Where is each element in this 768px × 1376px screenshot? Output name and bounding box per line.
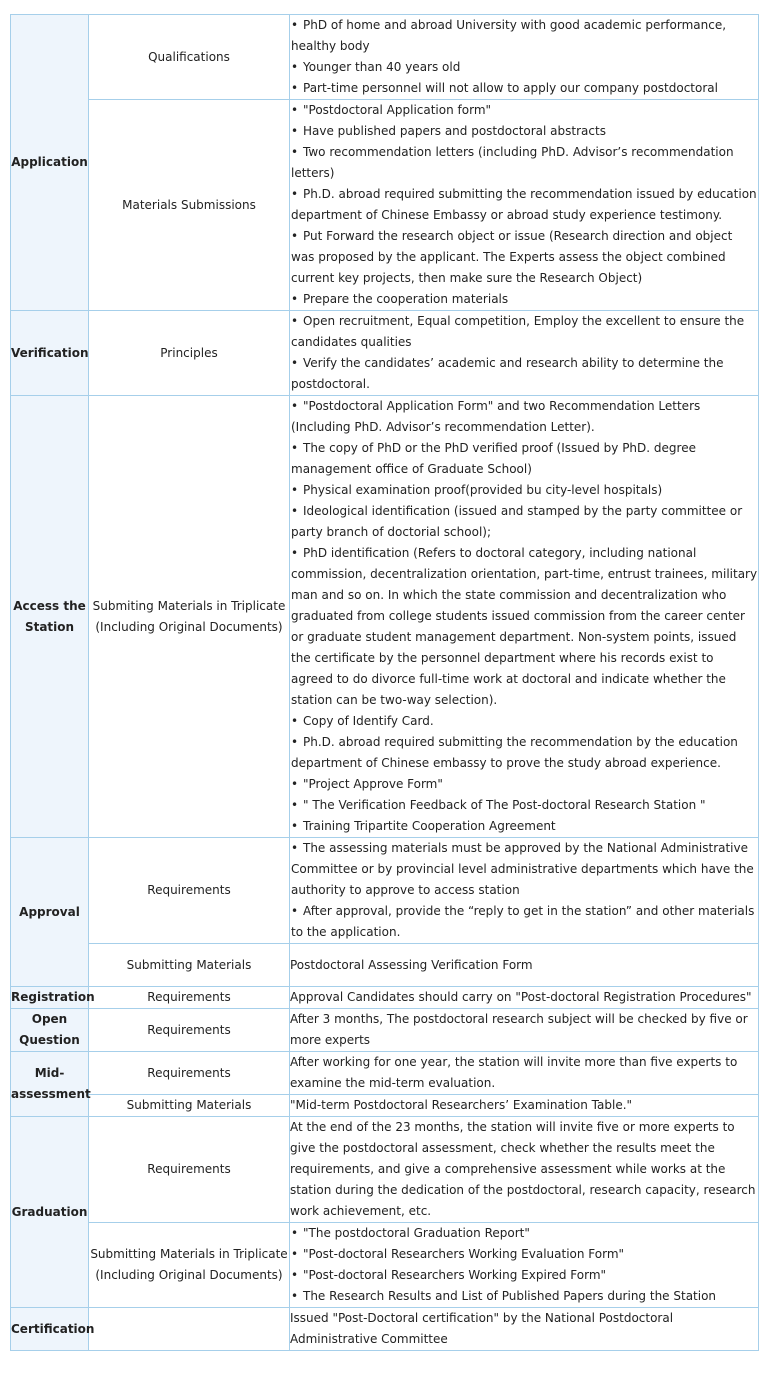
table-row [11,987,759,1009]
bullet-icon: • [291,60,299,74]
list-item-text: Two recommendation letters (including PhD. Advisor’s recommendation letters) [291,145,734,180]
procedure-table-body [11,15,759,1351]
list-item [290,78,758,99]
stage-verification: Verification [11,311,89,396]
detail-cell: At the end of the 23 months, the station will invite five or more experts to give the postdoctoral assessment, check whether the results meet the requirements, and give a comprehensive assessment while works at the station during the dedication of the postdoctoral, research capacity, research work achievement, etc. [290,1117,759,1223]
bullet-icon: • [291,187,299,201]
list-item-text: Younger than 40 years old [303,60,461,74]
stage-application: Application [11,15,89,311]
procedure-table [10,14,759,1351]
stage-registration: Registration [11,987,89,1009]
detail-cell [290,838,759,944]
item-cell: Requirements [89,838,290,944]
stage-certification: Certification [11,1308,89,1351]
list-item-text: The assessing materials must be approved by the National Administrative Committee or by provincial level administrative departments which have the authority to approve to access station [291,841,754,897]
bullet-icon: • [291,904,299,918]
detail-cell: Issued "Post-Doctoral certification" by the National Postdoctoral Administrative Committee [290,1308,759,1351]
bullet-icon: • [291,441,299,455]
list-item [290,289,758,310]
bullet-icon: • [291,777,299,791]
item-cell: Materials Submissions [89,100,290,311]
item-cell: Requirements [89,1009,290,1052]
list-item [290,1223,758,1244]
table-row [11,1009,759,1052]
list-item [290,816,758,837]
list-item-text: "The postdoctoral Graduation Report" [303,1226,530,1240]
table-row [11,311,759,396]
list-item [290,438,758,480]
bullet-list [290,1223,758,1307]
detail-cell [290,1223,759,1308]
item-cell: Submitting Materials [89,944,290,987]
list-item-text: "Postdoctoral Application form" [303,103,492,117]
bullet-list [290,838,758,943]
item-cell: Principles [89,311,290,396]
list-item [290,1244,758,1265]
list-item [290,711,758,732]
bullet-icon: • [291,356,299,370]
bullet-list [290,100,758,310]
table-row [11,396,759,838]
bullet-icon: • [291,81,299,95]
list-item [290,838,758,901]
bullet-icon: • [291,504,299,518]
item-cell: Requirements [89,1117,290,1223]
bullet-list [290,396,758,837]
bullet-icon: • [291,735,299,749]
bullet-icon: • [291,399,299,413]
bullet-icon: • [291,124,299,138]
bullet-icon: • [291,1268,299,1282]
detail-cell: After working for one year, the station will invite more than five experts to examine the mid-term evaluation. [290,1052,759,1095]
list-item-text: Ph.D. abroad required submitting the recommendation issued by education department of Chinese Embassy or abroad study experience testimony. [291,187,757,222]
bullet-icon: • [291,314,299,328]
detail-cell: Postdoctoral Assessing Verification Form [290,944,759,987]
item-cell: Submiting Materials in Triplicate (Including Original Documents) [89,396,290,838]
list-item [290,142,758,184]
list-item-text: Training Tripartite Cooperation Agreement [303,819,556,833]
table-row [11,944,759,987]
list-item-text: Ph.D. abroad required submitting the recommendation by the education department of Chinese embassy to prove the study abroad experience. [291,735,738,770]
item-cell: Submitting Materials in Triplicate (Including Original Documents) [89,1223,290,1308]
list-item-text: Ideological identification (issued and stamped by the party committee or party branch of doctorial school); [291,504,743,539]
list-item [290,57,758,78]
list-item [290,121,758,142]
list-item-text: Put Forward the research object or issue (Research direction and object was proposed by the applicant. The Experts assess the object combined current key projects, then make sure the Research Object) [291,229,733,285]
stage-approval: Approval [11,838,89,987]
list-item-text: "Project Approve Form" [303,777,443,791]
item-cell: Qualifications [89,15,290,100]
bullet-icon: • [291,714,299,728]
bullet-icon: • [291,1247,299,1261]
item-cell: Requirements [89,987,290,1009]
list-item [290,480,758,501]
table-row [11,1117,759,1223]
list-item [290,100,758,121]
detail-cell [290,100,759,311]
detail-cell: "Mid-term Postdoctoral Researchers’ Examination Table." [290,1095,759,1117]
list-item-text: The copy of PhD or the PhD verified proof (Issued by PhD. degree management office of Graduate School) [291,441,696,476]
stage-mid-assessment: Mid-assessment [11,1052,89,1117]
list-item [290,396,758,438]
item-cell: Submitting Materials [89,1095,290,1117]
bullet-icon: • [291,819,299,833]
table-row [11,1223,759,1308]
table-row [11,1308,759,1351]
list-item [290,901,758,943]
list-item [290,732,758,774]
table-row [11,1052,759,1095]
list-item [290,501,758,543]
detail-cell: Approval Candidates should carry on "Post-doctoral Registration Procedures" [290,987,759,1009]
list-item-text: Verify the candidates’ academic and research ability to determine the postdoctoral. [291,356,724,391]
bullet-list [290,311,758,395]
table-row [11,838,759,944]
list-item-text: The Research Results and List of Published Papers during the Station [303,1289,717,1303]
bullet-icon: • [291,1226,299,1240]
list-item [290,543,758,711]
table-row [11,100,759,311]
stage-access-the-station: Access the Station [11,396,89,838]
item-cell: Requirements [89,1052,290,1095]
list-item-text: PhD identification (Refers to doctoral category, including national commission, decentralization orientation, part-time, entrust trainees, military man and so on. In which the state commission and decentralization who graduated from college students issued commission from the career center or graduate student management department. Non-system points, issued the certificate by the personnel department where his records exist to agreed to do divorce full-time work at doctoral and indicate whether the station can be two-way selection). [291,546,758,707]
detail-cell [290,396,759,838]
list-item-text: " The Verification Feedback of The Post-doctoral Research Station " [303,798,706,812]
stage-graduation: Graduation [11,1117,89,1308]
stage-open-question: Open Question [11,1009,89,1052]
bullet-icon: • [291,103,299,117]
list-item [290,774,758,795]
list-item [290,1265,758,1286]
bullet-icon: • [291,145,299,159]
list-item [290,795,758,816]
list-item-text: Copy of Identify Card. [303,714,434,728]
detail-cell: After 3 months, The postdoctoral research subject will be checked by five or more experts [290,1009,759,1052]
list-item-text: Physical examination proof(provided bu city-level hospitals) [303,483,663,497]
bullet-icon: • [291,483,299,497]
list-item [290,184,758,226]
list-item-text: "Post-doctoral Researchers Working Expired Form" [303,1268,607,1282]
bullet-icon: • [291,18,299,32]
list-item-text: After approval, provide the “reply to get in the station” and other materials to the application. [291,904,755,939]
list-item [290,311,758,353]
list-item [290,353,758,395]
table-row [11,1095,759,1117]
bullet-list [290,15,758,99]
table-row [11,15,759,100]
list-item-text: "Post-doctoral Researchers Working Evaluation Form" [303,1247,625,1261]
list-item-text: Part-time personnel will not allow to apply our company postdoctoral [303,81,718,95]
list-item [290,226,758,289]
list-item-text: Have published papers and postdoctoral abstracts [303,124,606,138]
bullet-icon: • [291,1289,299,1303]
bullet-icon: • [291,841,299,855]
item-cell [89,1308,290,1351]
bullet-icon: • [291,229,299,243]
list-item [290,15,758,57]
bullet-icon: • [291,546,299,560]
list-item-text: "Postdoctoral Application Form" and two Recommendation Letters (Including PhD. Advisor’s recommendation Letter). [291,399,701,434]
list-item-text: Open recruitment, Equal competition, Employ the excellent to ensure the candidates qualities [291,314,745,349]
detail-cell [290,15,759,100]
list-item-text: Prepare the cooperation materials [303,292,509,306]
list-item [290,1286,758,1307]
bullet-icon: • [291,798,299,812]
detail-cell [290,311,759,396]
list-item-text: PhD of home and abroad University with good academic performance, healthy body [291,18,727,53]
bullet-icon: • [291,292,299,306]
